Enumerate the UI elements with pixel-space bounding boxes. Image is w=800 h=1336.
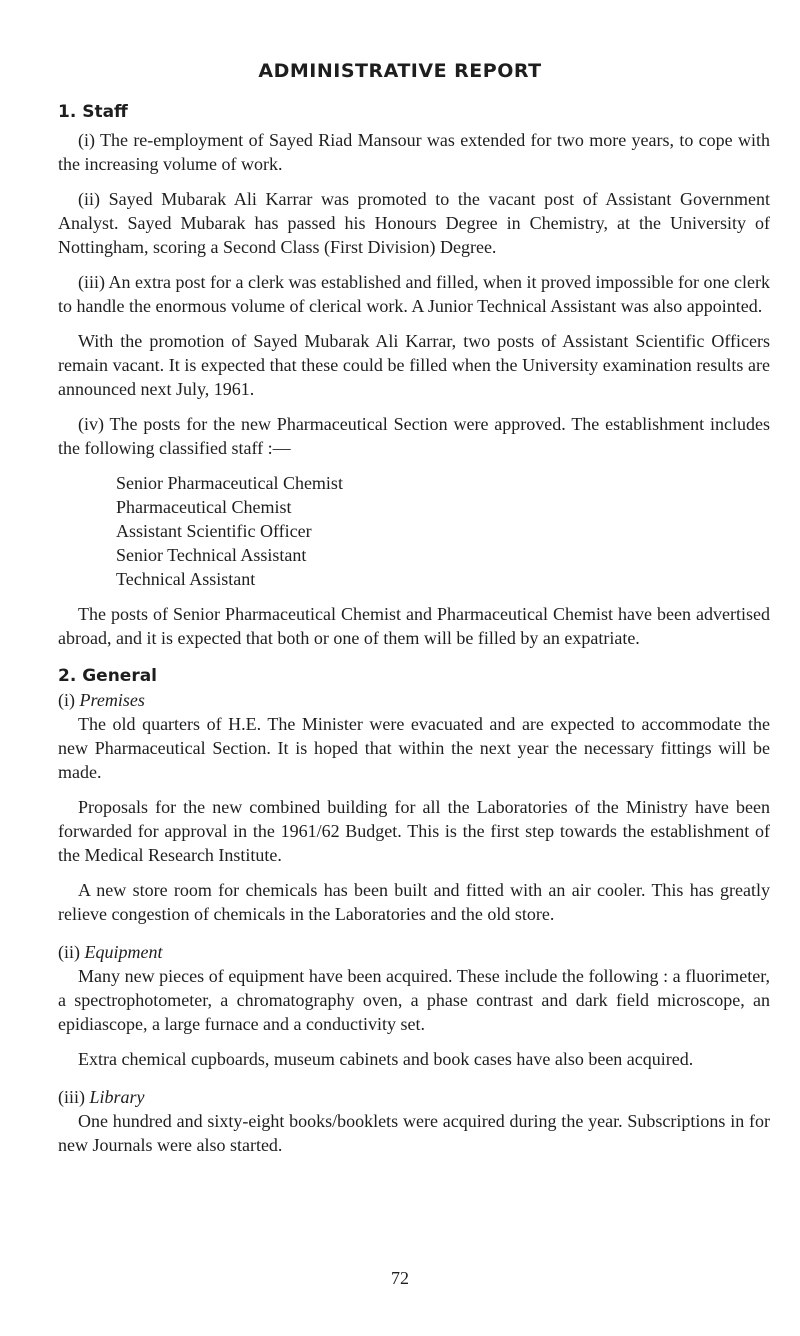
premises-paragraph-3: A new store room for chemicals has been built and fitted with an air cooler. This has greatly relieve congestion of chemicals in the Laboratories and the old store. — [58, 880, 770, 924]
equipment-paragraph-1: Many new pieces of equipment have been acquired. These include the following : a fluorimeter, a spectrophotometer, a chromatography oven, a phase contrast and dark field microscope, an epidiascope, a large furnace and a conductivity set. — [58, 966, 770, 1034]
list-item: Pharmaceutical Chemist — [116, 497, 292, 517]
list-item: Senior Technical Assistant — [116, 545, 307, 565]
subheading-title: Library — [89, 1087, 145, 1107]
staff-paragraph-4: With the promotion of Sayed Mubarak Ali Karrar, two posts of Assistant Scientific Officers remain vacant. It is expected that these could be filled when the University examination results are announced next July, 1961. — [58, 331, 770, 399]
subheading-library — [58, 1085, 770, 1109]
subheading-title: Equipment — [84, 942, 163, 962]
report-title: ADMINISTRATIVE REPORT — [258, 60, 542, 82]
subheading-number: (iii) — [58, 1087, 90, 1107]
report-body — [58, 100, 770, 1157]
page-number: 72 — [391, 1268, 409, 1288]
list-item: Senior Pharmaceutical Chemist — [116, 473, 343, 493]
subheading-premises — [58, 688, 770, 712]
staff-paragraph-5: (iv) The posts for the new Pharmaceutical Section were approved. The establishment includes the following classified staff :— — [58, 414, 770, 458]
list-item: Technical Assistant — [116, 569, 256, 589]
subheading-equipment — [58, 940, 770, 964]
library-paragraph-1: One hundred and sixty-eight books/booklets were acquired during the year. Subscriptions in for new Journals were also started. — [58, 1111, 770, 1155]
staff-paragraph-1: (i) The re-employment of Sayed Riad Mansour was extended for two more years, to cope with the increasing volume of work. — [58, 130, 770, 174]
subheading-title: Premises — [79, 690, 145, 710]
section-heading-staff: 1. Staff — [58, 102, 128, 122]
staff-paragraph-2: (ii) Sayed Mubarak Ali Karrar was promoted to the vacant post of Assistant Government Analyst. Sayed Mubarak has passed his Honours Degree in Chemistry, at the University of Nottingham, scoring a Second Class (First Division) Degree. — [58, 189, 770, 257]
premises-paragraph-2: Proposals for the new combined building for all the Laboratories of the Ministry have been forwarded for approval in the 1961/62 Budget. This is the first step towards the establishment of the Medical Research Institute. — [58, 797, 770, 865]
section-heading-general: 2. General — [58, 666, 158, 686]
staff-paragraph-6: The posts of Senior Pharmaceutical Chemist and Pharmaceutical Chemist have been advertised abroad, and it is expected that both or one of them will be filled by an expatriate. — [58, 604, 770, 648]
list-item: Assistant Scientific Officer — [116, 521, 312, 541]
subheading-number: (ii) — [58, 942, 85, 962]
subheading-number: (i) — [58, 690, 80, 710]
premises-paragraph-1: The old quarters of H.E. The Minister were evacuated and are expected to accommodate the new Pharmaceutical Section. It is hoped that within the next year the necessary fittings will be made. — [58, 714, 770, 782]
staff-list — [58, 471, 770, 591]
staff-paragraph-3: (iii) An extra post for a clerk was established and filled, when it proved impossible for one clerk to handle the enormous volume of clerical work. A Junior Technical Assistant was also appointed. — [58, 272, 770, 316]
equipment-paragraph-2: Extra chemical cupboards, museum cabinets and book cases have also been acquired. — [78, 1049, 694, 1069]
